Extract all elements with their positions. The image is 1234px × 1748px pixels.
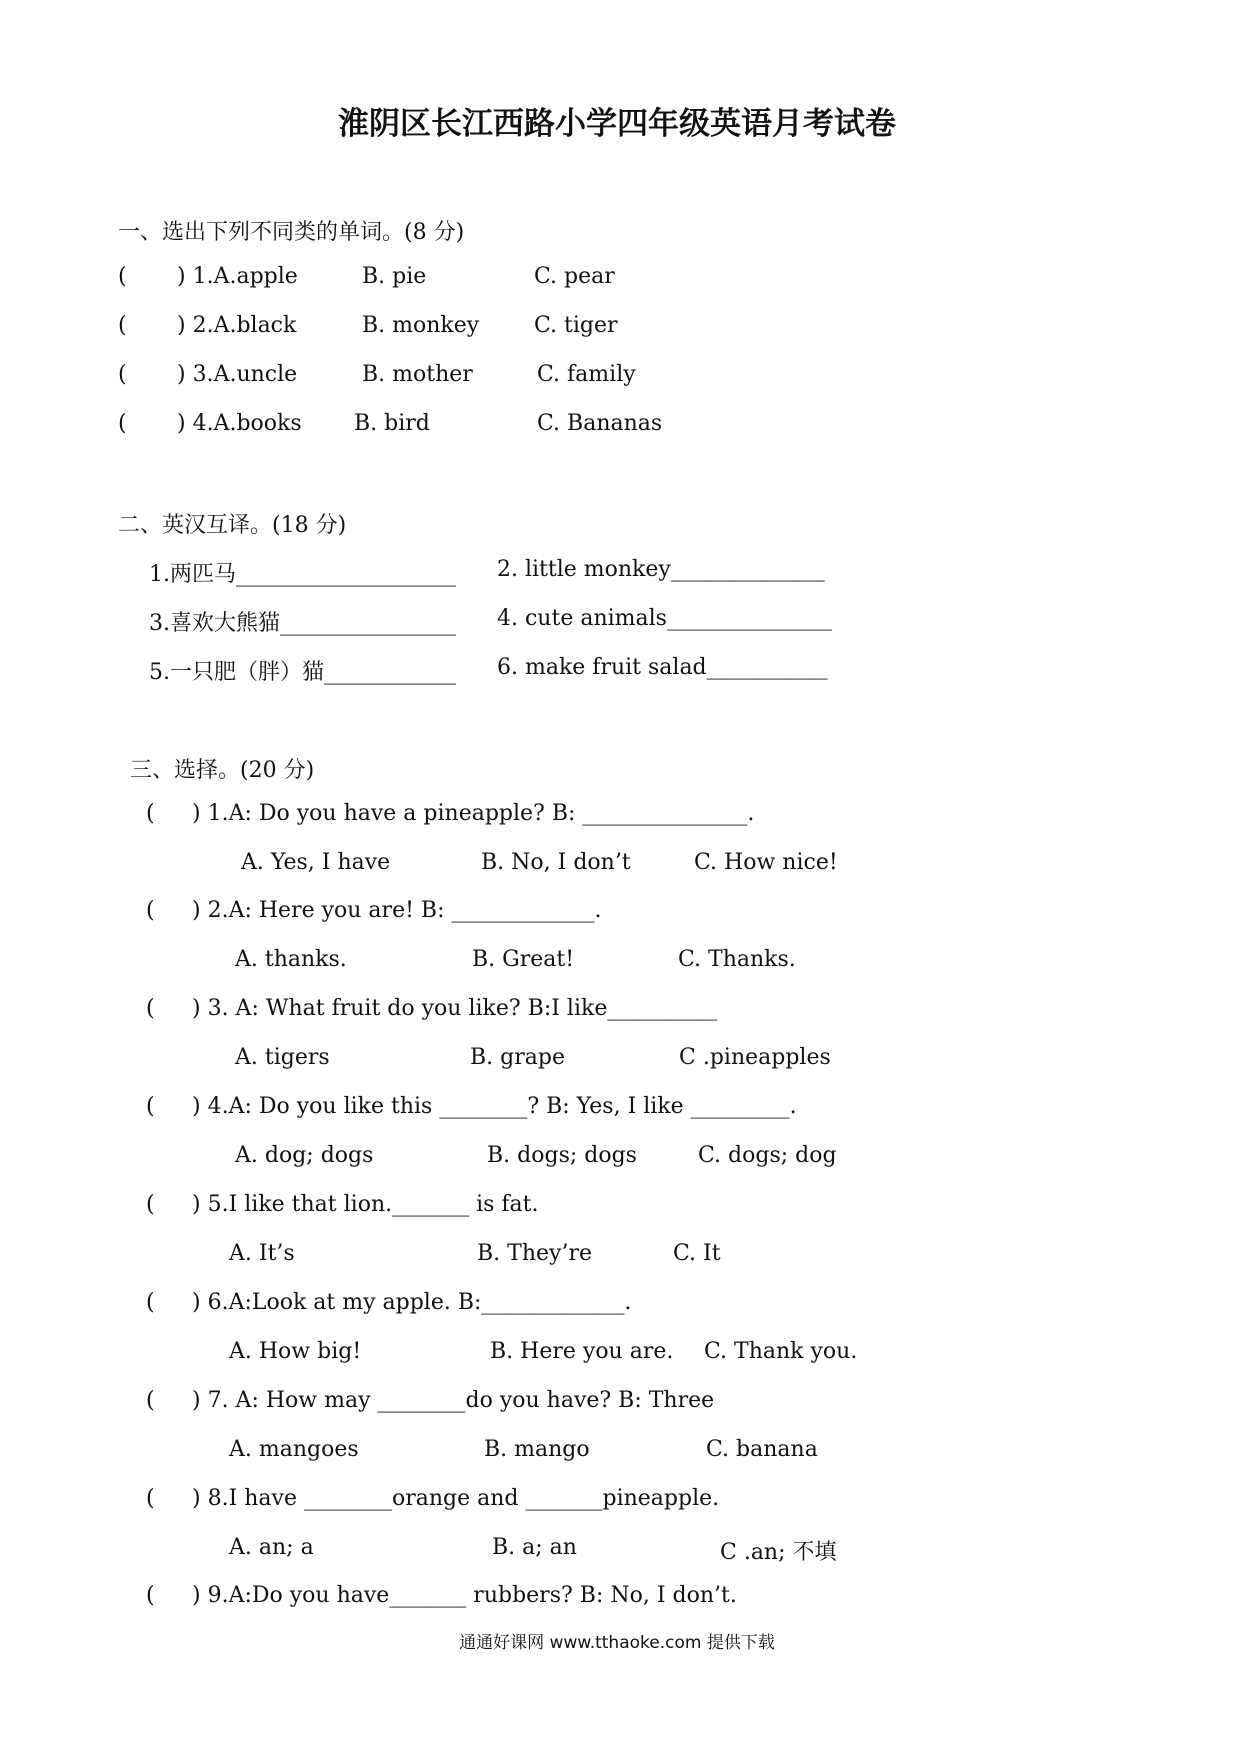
option-c: C. Thank you. <box>704 1339 858 1364</box>
option-b: B. mother <box>362 362 473 387</box>
page-title: 淮阴区长江西路小学四年级英语月考试卷 <box>338 106 896 142</box>
translation-item-left: 5.一只肥（胖）猫____________ <box>149 660 456 685</box>
option-a: A. an; a <box>229 1535 314 1560</box>
answer-paren: ( <box>146 1290 155 1315</box>
option-c: C. Bananas <box>537 411 663 436</box>
answer-paren: ( <box>118 264 127 289</box>
option-b: B. Here you are. <box>490 1339 674 1364</box>
option-b: B. dogs; dogs <box>487 1143 637 1168</box>
answer-paren: ( <box>146 898 155 923</box>
section1-heading: 一、选出下列不同类的单词。(8 分) <box>118 220 465 245</box>
question-text: ) 9.A:Do you have_______ rubbers? B: No, I don’t. <box>192 1583 737 1608</box>
answer-paren: ( <box>146 1486 155 1511</box>
translation-item-right: 2. little monkey______________ <box>497 557 825 582</box>
answer-paren: ( <box>118 411 127 436</box>
answer-paren: ( <box>118 313 127 338</box>
footer: 通通好课网 www.tthaoke.com 提供下载 <box>459 1633 775 1653</box>
option-c: C. dogs; dog <box>698 1143 837 1168</box>
option-b: B. pie <box>362 264 427 289</box>
option-b: B. bird <box>354 411 430 436</box>
question-option-a: ) 4.A.books <box>177 411 302 436</box>
question-text: ) 5.I like that lion._______ is fat. <box>192 1192 539 1217</box>
translation-item-left: 3.喜欢大熊猫________________ <box>149 611 456 636</box>
option-b: B. grape <box>470 1045 565 1070</box>
question-option-a: ) 2.A.black <box>177 313 297 338</box>
option-c: C. family <box>537 362 636 387</box>
option-a: A. tigers <box>235 1045 330 1070</box>
question-text: ) 6.A:Look at my apple. B:_____________. <box>192 1290 632 1315</box>
option-c: C. pear <box>534 264 615 289</box>
translation-item-right: 4. cute animals_______________ <box>497 606 832 631</box>
question-text: ) 8.I have ________orange and _______pineapple. <box>192 1486 720 1511</box>
option-a: A. thanks. <box>235 947 347 972</box>
option-b: B. monkey <box>362 313 480 338</box>
option-b: B. mango <box>484 1437 590 1462</box>
answer-paren: ( <box>118 362 127 387</box>
option-b: B. Great! <box>472 947 575 972</box>
question-text: ) 4.A: Do you like this ________? B: Yes, I like _________. <box>192 1094 797 1119</box>
option-c: C. banana <box>706 1437 818 1462</box>
question-text: ) 7. A: How may ________do you have? B: Three <box>192 1388 715 1413</box>
option-c: C .an; 不填 <box>720 1540 837 1565</box>
option-a: A. Yes, I have <box>241 850 391 875</box>
translation-item-right: 6. make fruit salad___________ <box>497 655 828 680</box>
option-c: C .pineapples <box>679 1045 831 1070</box>
answer-paren: ( <box>146 801 155 826</box>
question-text: ) 1.A: Do you have a pineapple? B: _______________. <box>192 801 755 826</box>
option-b: B. a; an <box>492 1535 577 1560</box>
option-a: A. dog; dogs <box>235 1143 374 1168</box>
question-text: ) 2.A: Here you are! B: _____________. <box>192 898 602 923</box>
option-a: A. mangoes <box>229 1437 359 1462</box>
answer-paren: ( <box>146 1388 155 1413</box>
option-c: C. Thanks. <box>678 947 796 972</box>
question-text: ) 3. A: What fruit do you like? B:I like__________ <box>192 996 718 1021</box>
option-c: C. How nice! <box>694 850 838 875</box>
answer-paren: ( <box>146 996 155 1021</box>
section2-heading: 二、英汉互译。(18 分) <box>118 513 347 538</box>
option-b: B. They’re <box>477 1241 592 1266</box>
translation-item-left: 1.两匹马____________________ <box>149 562 456 587</box>
question-option-a: ) 1.A.apple <box>177 264 298 289</box>
section3-heading: 三、选择。(20 分) <box>130 758 315 783</box>
answer-paren: ( <box>146 1583 155 1608</box>
option-b: B. No, I don’t <box>481 850 631 875</box>
option-a: A. How big! <box>229 1339 362 1364</box>
option-c: C. tiger <box>534 313 618 338</box>
option-c: C. It <box>673 1241 721 1266</box>
answer-paren: ( <box>146 1094 155 1119</box>
option-a: A. It’s <box>229 1241 295 1266</box>
answer-paren: ( <box>146 1192 155 1217</box>
question-option-a: ) 3.A.uncle <box>177 362 298 387</box>
